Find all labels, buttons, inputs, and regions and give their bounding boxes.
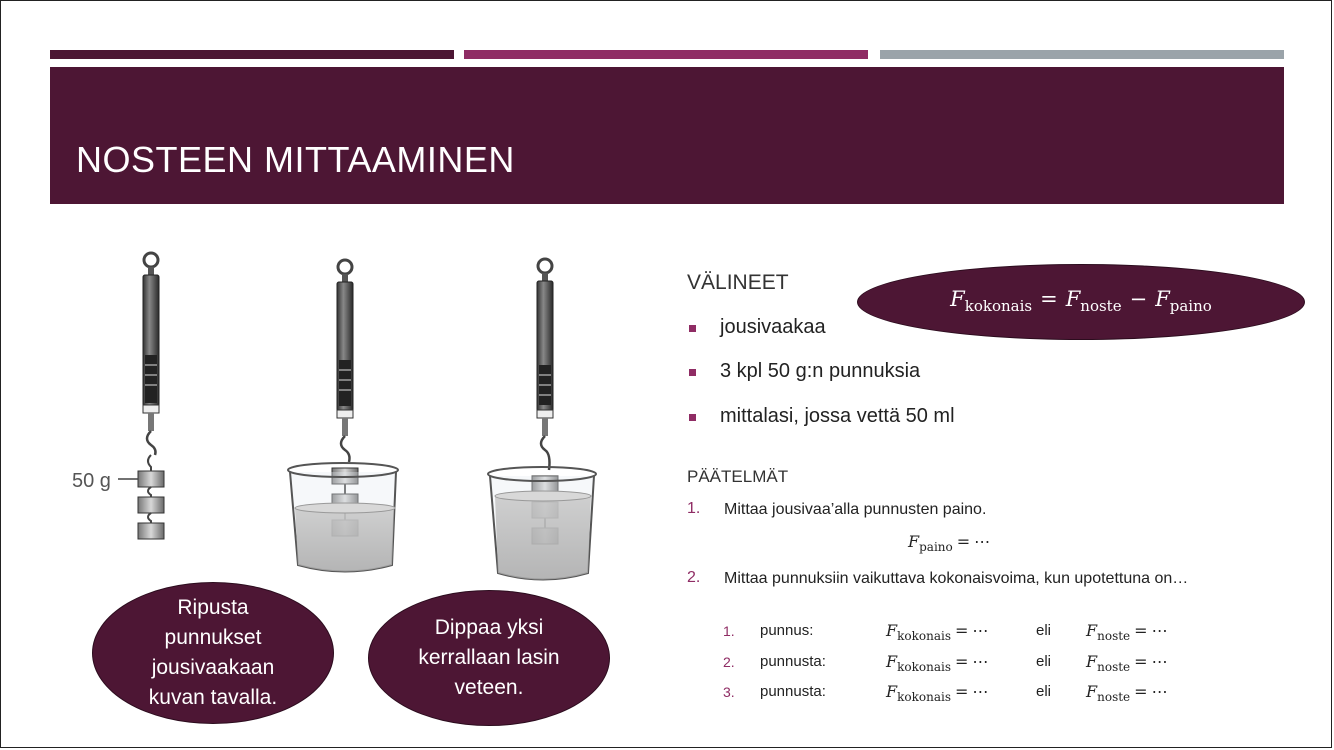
formula: $F_{kokonais} = F_{noste} - F_{paino}$ bbox=[950, 286, 1212, 315]
bullet-square-icon bbox=[689, 414, 696, 421]
accent-bar-gray bbox=[880, 50, 1284, 59]
paino-equation: $F_{paino}$ = ⋯ bbox=[908, 532, 991, 554]
spring-scale-1 bbox=[118, 253, 164, 539]
oval-line: jousivaakaan bbox=[151, 656, 275, 679]
measurement-row: 1. punnus: $F_{kokonais}$ = ⋯ eli $F_{noste}$ = ⋯ bbox=[723, 621, 1168, 643]
instruction-oval-dip bbox=[368, 590, 610, 726]
instruction-oval-hang bbox=[92, 582, 334, 724]
accent-bar-dark bbox=[50, 50, 454, 59]
beaker-1 bbox=[288, 463, 398, 572]
formula-oval bbox=[857, 264, 1305, 340]
oval-line: kuvan tavalla. bbox=[148, 686, 278, 709]
oval-line: veteen. bbox=[454, 676, 524, 699]
oval-line: punnukset bbox=[164, 626, 262, 649]
oval-line: Ripusta bbox=[177, 596, 249, 619]
accent-bar-magenta bbox=[464, 50, 868, 59]
measurement-row: 2. punnusta: $F_{kokonais}$ = ⋯ eli $F_{noste}$ = ⋯ bbox=[723, 652, 1168, 674]
bullet-square-icon bbox=[689, 369, 696, 376]
measurement-row: 3. punnusta: $F_{kokonais}$ = ⋯ eli $F_{noste}$ = ⋯ bbox=[723, 682, 1168, 704]
bullet-square-icon bbox=[689, 325, 696, 332]
beaker-2 bbox=[488, 467, 596, 580]
title-band bbox=[50, 67, 1284, 204]
conclusions-heading: PÄÄTELMÄT bbox=[687, 467, 789, 486]
oval-line: Dippaa yksi bbox=[434, 616, 544, 639]
weight-label: 50 g bbox=[72, 470, 111, 492]
oval-line: kerrallaan lasin bbox=[418, 646, 560, 669]
slide-title: NOSTEEN MITTAAMINEN bbox=[76, 139, 515, 180]
spring-scale-illustration bbox=[60, 240, 620, 590]
equipment-heading: VÄLINEET bbox=[687, 271, 789, 294]
